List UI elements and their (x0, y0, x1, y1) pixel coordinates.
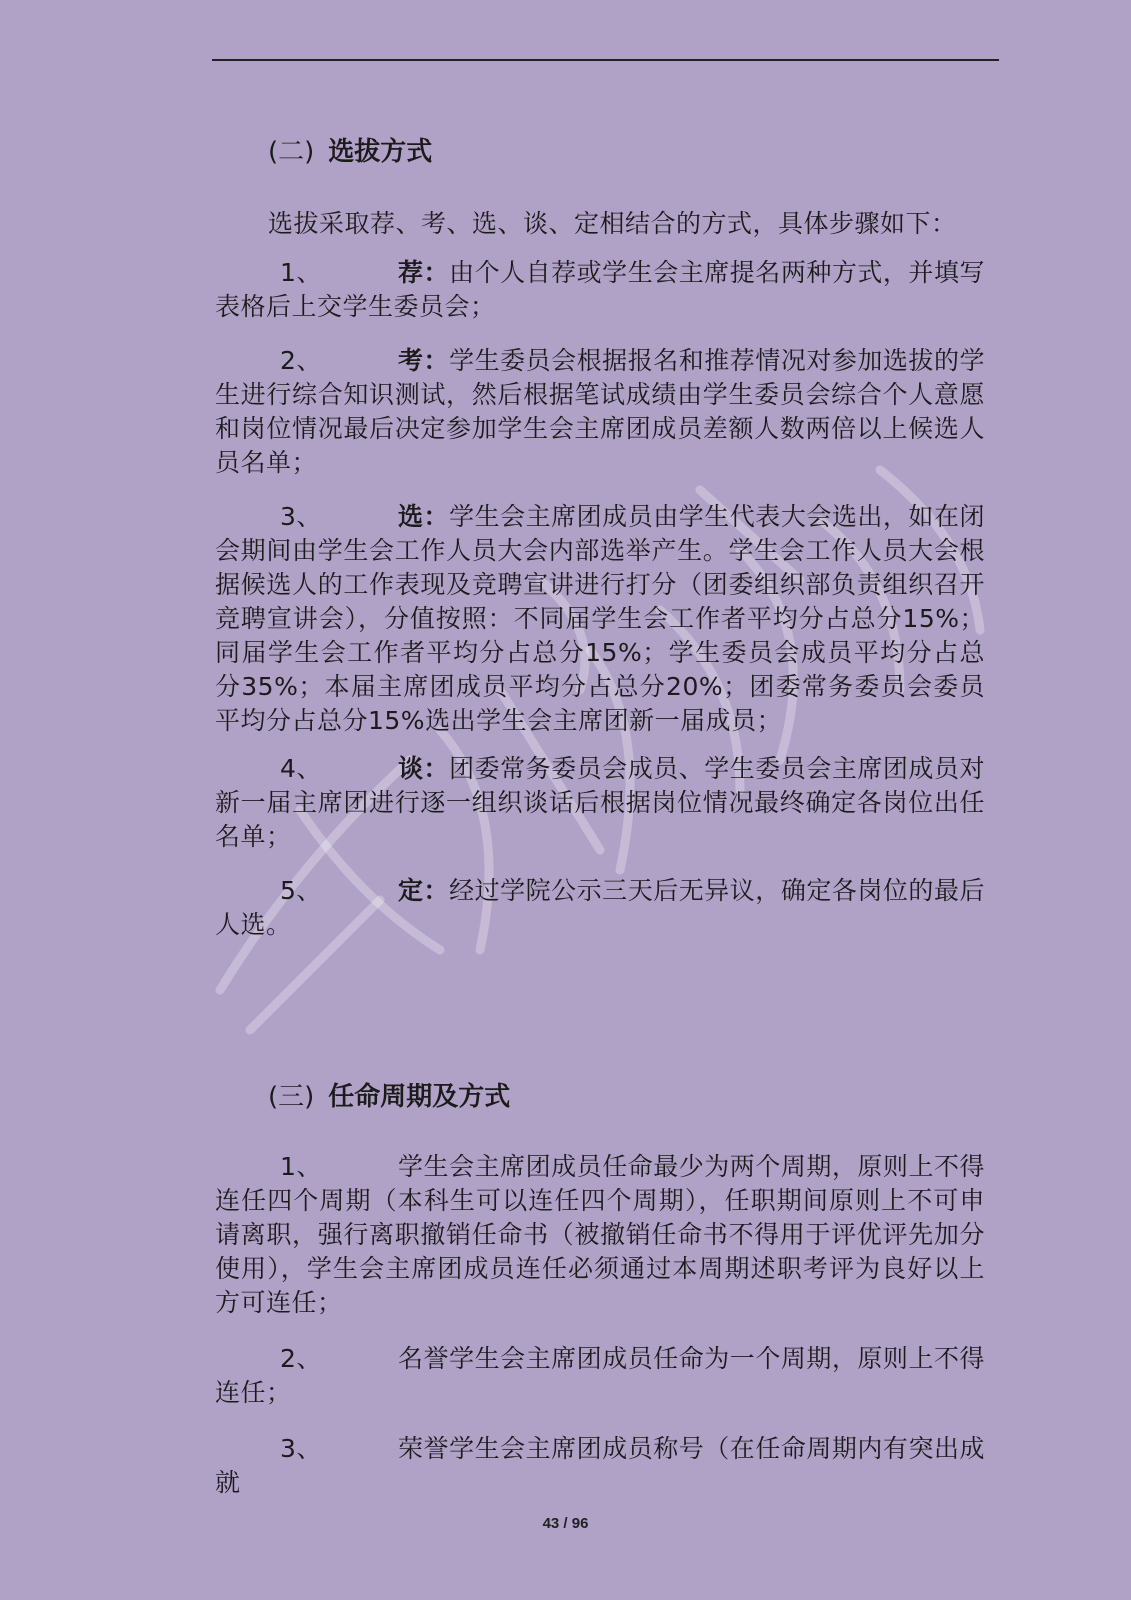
selection-step-2 (215, 344, 985, 480)
term-item-2 (215, 1342, 985, 1410)
selection-step-4 (215, 752, 985, 854)
item-text: 荣誉学生会主席团成员称号（在任命周期内有突出成就 (215, 1434, 985, 1497)
header-rule (212, 59, 999, 61)
step-text: 团委常务委员会成员、学生委员会主席团成员对新一届主席团进行逐一组织谈话后根据岗位情况最终确定各岗位出任名单； (215, 754, 985, 851)
step-number: 3、 (280, 502, 322, 531)
selection-step-3 (215, 500, 985, 738)
selection-step-5 (215, 874, 985, 942)
item-text: 名誉学生会主席团成员任命为一个周期，原则上不得连任； (215, 1344, 985, 1407)
item-number: 2、 (280, 1344, 322, 1373)
section-number: (三) (268, 1082, 315, 1112)
section-heading-term (268, 1080, 510, 1114)
step-keyword: 定： (398, 876, 450, 905)
item-number: 3、 (280, 1434, 322, 1463)
step-text: 学生会主席团成员由学生代表大会选出，如在闭会期间由学生会工作人员大会内部选举产生。学生会工作人员大会根据候选人的工作表现及竞聘宣讲进行打分（团委组织部负责组织召开竞聘宣讲会），分值按照：不同届学生会工作者平均分占总分15%；同届学生会工作者平均分占总分15%；学生委员会成员平均分占总分35%；本届主席团成员平均分占总分20%；团委常务委员会委员平均分占总分15%选出学生会主席团新一届成员； (215, 502, 985, 735)
page-number: 43 / 96 (542, 1515, 589, 1532)
section-heading-selection (268, 135, 432, 169)
step-text: 由个人自荐或学生会主席提名两种方式，并填写表格后上交学生委员会； (215, 258, 985, 321)
step-number: 1、 (280, 258, 322, 287)
step-keyword: 荐： (398, 258, 450, 287)
term-item-3 (215, 1432, 985, 1500)
step-text: 经过学院公示三天后无异议，确定各岗位的最后人选。 (215, 876, 985, 939)
step-number: 2、 (280, 346, 322, 375)
step-number: 5、 (280, 876, 322, 905)
term-item-1 (215, 1150, 985, 1320)
section-title: 任命周期及方式 (328, 1082, 511, 1112)
step-text: 学生委员会根据报名和推荐情况对参加选拔的学生进行综合知识测试，然后根据笔试成绩由学生委员会综合个人意愿和岗位情况最后决定参加学生会主席团成员差额人数两倍以上候选人员名单； (215, 346, 985, 477)
item-text: 学生会主席团成员任命最少为两个周期，原则上不得连任四个周期（本科生可以连任四个周期），任职期间原则上不可申请离职，强行离职撤销任命书（被撤销任命书不得用于评优评先加分使用），学生会主席团成员连任必须通过本周期述职考评为良好以上方可连任； (215, 1152, 985, 1317)
step-number: 4、 (280, 754, 322, 783)
section-number: (二) (268, 137, 315, 167)
section-title: 选拔方式 (328, 137, 433, 167)
step-keyword: 考： (398, 346, 450, 375)
item-number: 1、 (280, 1152, 322, 1181)
step-keyword: 谈： (398, 754, 450, 783)
selection-step-1 (215, 256, 985, 324)
selection-intro: 选拔采取荐、考、选、谈、定相结合的方式，具体步骤如下： (268, 209, 957, 238)
step-keyword: 选： (398, 502, 450, 531)
